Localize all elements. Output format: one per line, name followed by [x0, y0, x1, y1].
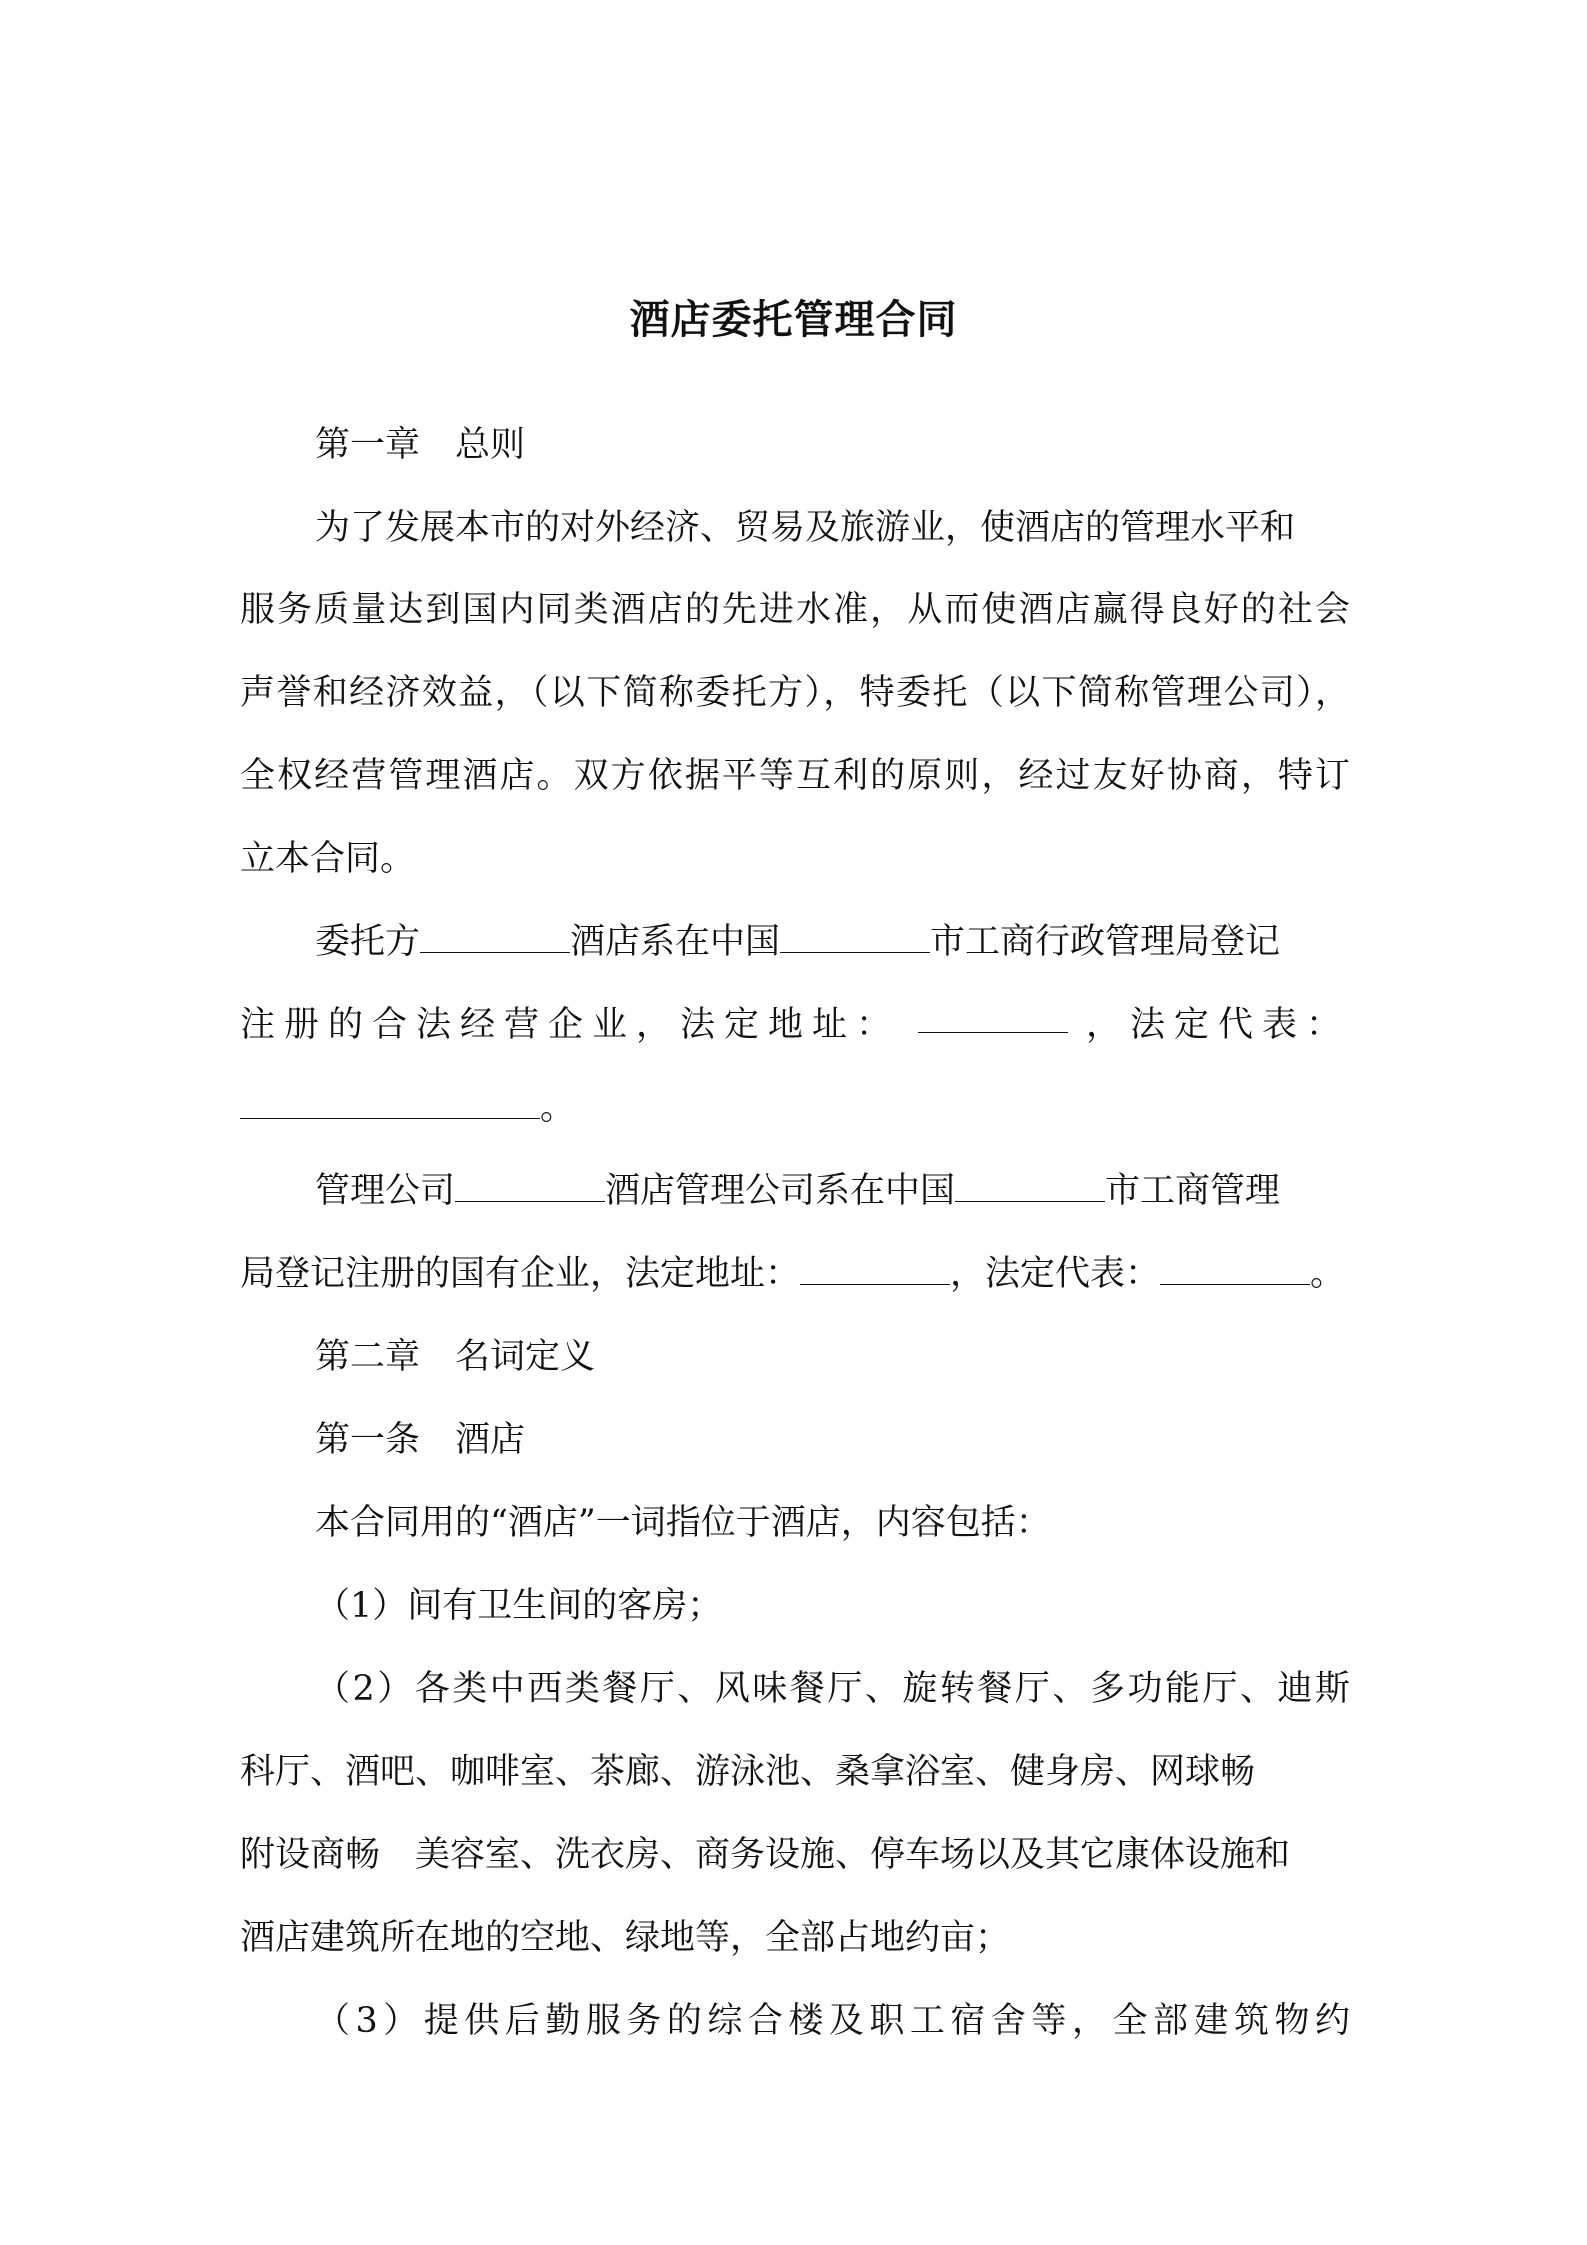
- client-text-1b: 酒店系在中国: [570, 922, 781, 962]
- client-name-blank: [420, 920, 570, 953]
- item2-line2: 科厅、酒吧、咖啡室、茶廊、游泳池、桑拿浴室、健身房、网球畅: [240, 1752, 1256, 1792]
- manager-text-2a: 局登记注册的国有企业，法定地址：: [240, 1254, 801, 1294]
- manager-text-2-end: 。: [1310, 1254, 1346, 1294]
- client-text-3-end: 。: [540, 1088, 576, 1128]
- item2-line3: 附设商畅 美容室、洗衣房、商务设施、停车场以及其它康体设施和: [240, 1835, 1291, 1875]
- manager-text-2b: ，法定代表：: [950, 1254, 1161, 1294]
- manager-label: 管理公司: [315, 1171, 456, 1211]
- client-rep-blank: [240, 1086, 540, 1119]
- chapter1-para1-line2: 服务质量达到国内同类酒店的先进水准，从而使酒店赢得良好的社会: [240, 590, 1350, 630]
- manager-para-line2: [240, 1249, 1345, 1299]
- client-para-line1: [315, 917, 1280, 967]
- manager-text-1c: 市工商管理: [1105, 1171, 1281, 1211]
- item2-line4: 酒店建筑所在地的空地、绿地等，全部占地约亩；: [240, 1918, 1011, 1958]
- client-text-2a: 注册的合法经营企业，法定地址：: [240, 1005, 901, 1045]
- item1: （1）间有卫生间的客房；: [315, 1586, 723, 1626]
- manager-rep-blank: [1160, 1252, 1310, 1285]
- chapter1-para1-line4: 全权经营管理酒店。双方依据平等互利的原则，经过友好协商，特订: [240, 756, 1350, 796]
- manager-para-line1: [315, 1166, 1280, 1216]
- article1-heading: 第一条 酒店: [315, 1420, 526, 1460]
- item2-line1: （2）各类中西类餐厅、风味餐厅、旋转餐厅、多功能厅、迪斯: [315, 1669, 1350, 1709]
- client-address-blank: [918, 1000, 1068, 1033]
- manager-text-1b: 酒店管理公司系在中国: [605, 1171, 956, 1211]
- item3-line1: （3）提供后勤服务的综合楼及职工宿舍等，全部建筑物约: [315, 2001, 1350, 2041]
- chapter1-para1-line5: 立本合同。: [240, 839, 416, 879]
- chapter1-heading: 第一章 总则: [315, 425, 526, 465]
- chapter1-para1-line1: 为了发展本市的对外经济、贸易及旅游业，使酒店的管理水平和: [315, 508, 1296, 548]
- client-text-1c: 市工商行政管理局登记: [930, 922, 1281, 962]
- manager-name-blank: [455, 1169, 605, 1202]
- client-text-2b: ，法定代表：: [1085, 1005, 1350, 1045]
- manager-city-blank: [955, 1169, 1105, 1202]
- client-para-line2: [240, 1000, 1350, 1050]
- client-para-line3: [240, 1083, 575, 1133]
- article1-intro: 本合同用的“酒店”一词指位于酒店，内容包括：: [315, 1503, 1051, 1543]
- chapter2-heading: 第二章 名词定义: [315, 1337, 596, 1377]
- client-city-blank: [780, 920, 930, 953]
- client-label: 委托方: [315, 922, 421, 962]
- manager-address-blank: [800, 1252, 950, 1285]
- document-title: 酒店委托管理合同: [629, 296, 958, 343]
- chapter1-para1-line3: 声誉和经济效益，（以下简称委托方），特委托（以下简称管理公司），: [240, 673, 1350, 713]
